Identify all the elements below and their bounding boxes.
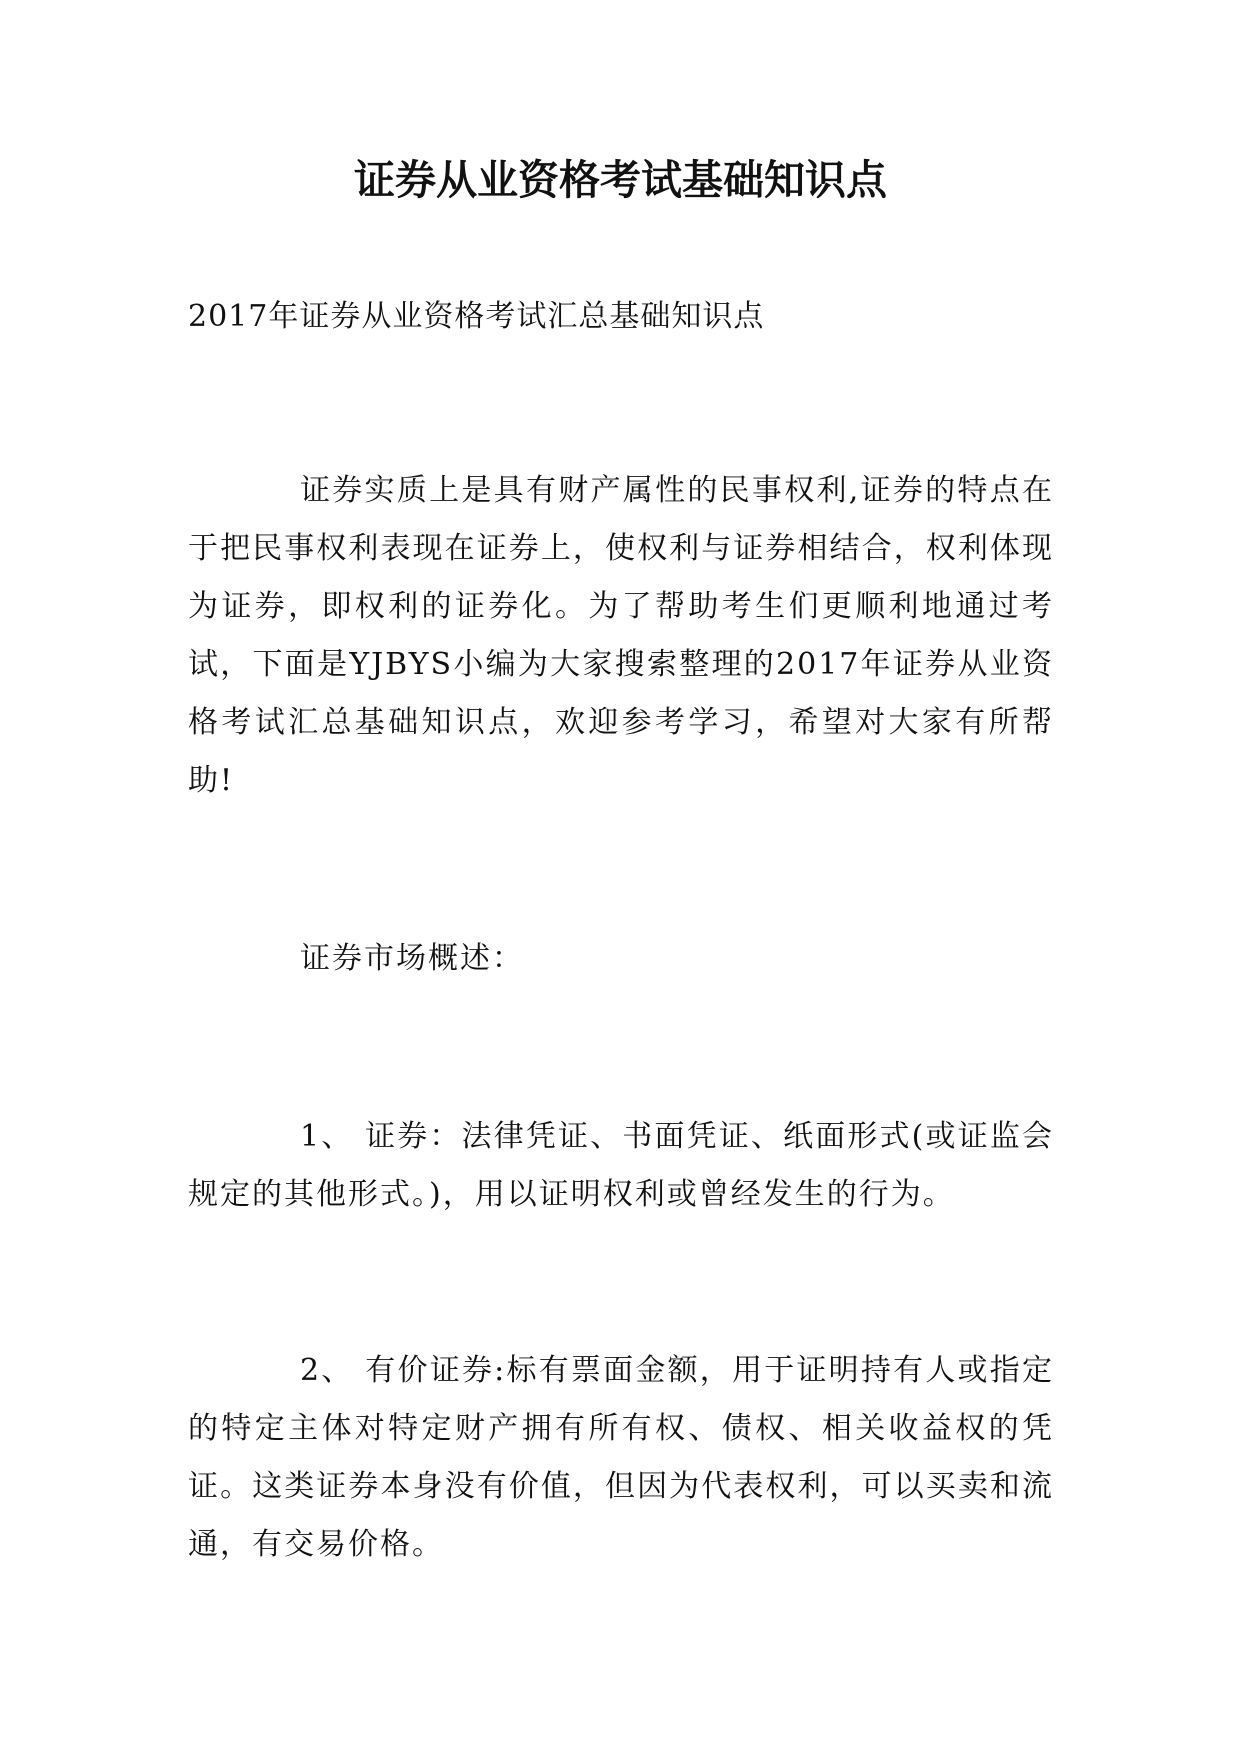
intro-paragraph: 证券实质上是具有财产属性的民事权利,证券的特点在于把民事权利表现在证券上，使权利与证券相结合，权利体现为证券，即权利的证券化。为了帮助考生们更顺利地通过考试，下面是YJBYS小编为大家搜索整理的2017年证券从业资格考试汇总基础知识点，欢迎参考学习，希望对大家有所帮助!	[188, 473, 1054, 798]
section-heading-overview: 证券市场概述：	[300, 941, 524, 976]
document-subtitle: 2017年证券从业资格考试汇总基础知识点	[188, 299, 765, 334]
list-item-valuable-securities: 2、 有价证券:标有票面金额，用于证明持有人或指定的特定主体对特定财产拥有所有权、债权、相关收益权的凭证。这类证券本身没有价值，但因为代表权利，可以买卖和流通，有交易价格。	[188, 1353, 1054, 1562]
list-item-securities: 1、 证券：法律凭证、书面凭证、纸面形式(或证监会规定的其他形式。)，用以证明权利或曾经发生的行为。	[188, 1119, 1054, 1212]
document-title: 证券从业资格考试基础知识点	[354, 156, 887, 204]
